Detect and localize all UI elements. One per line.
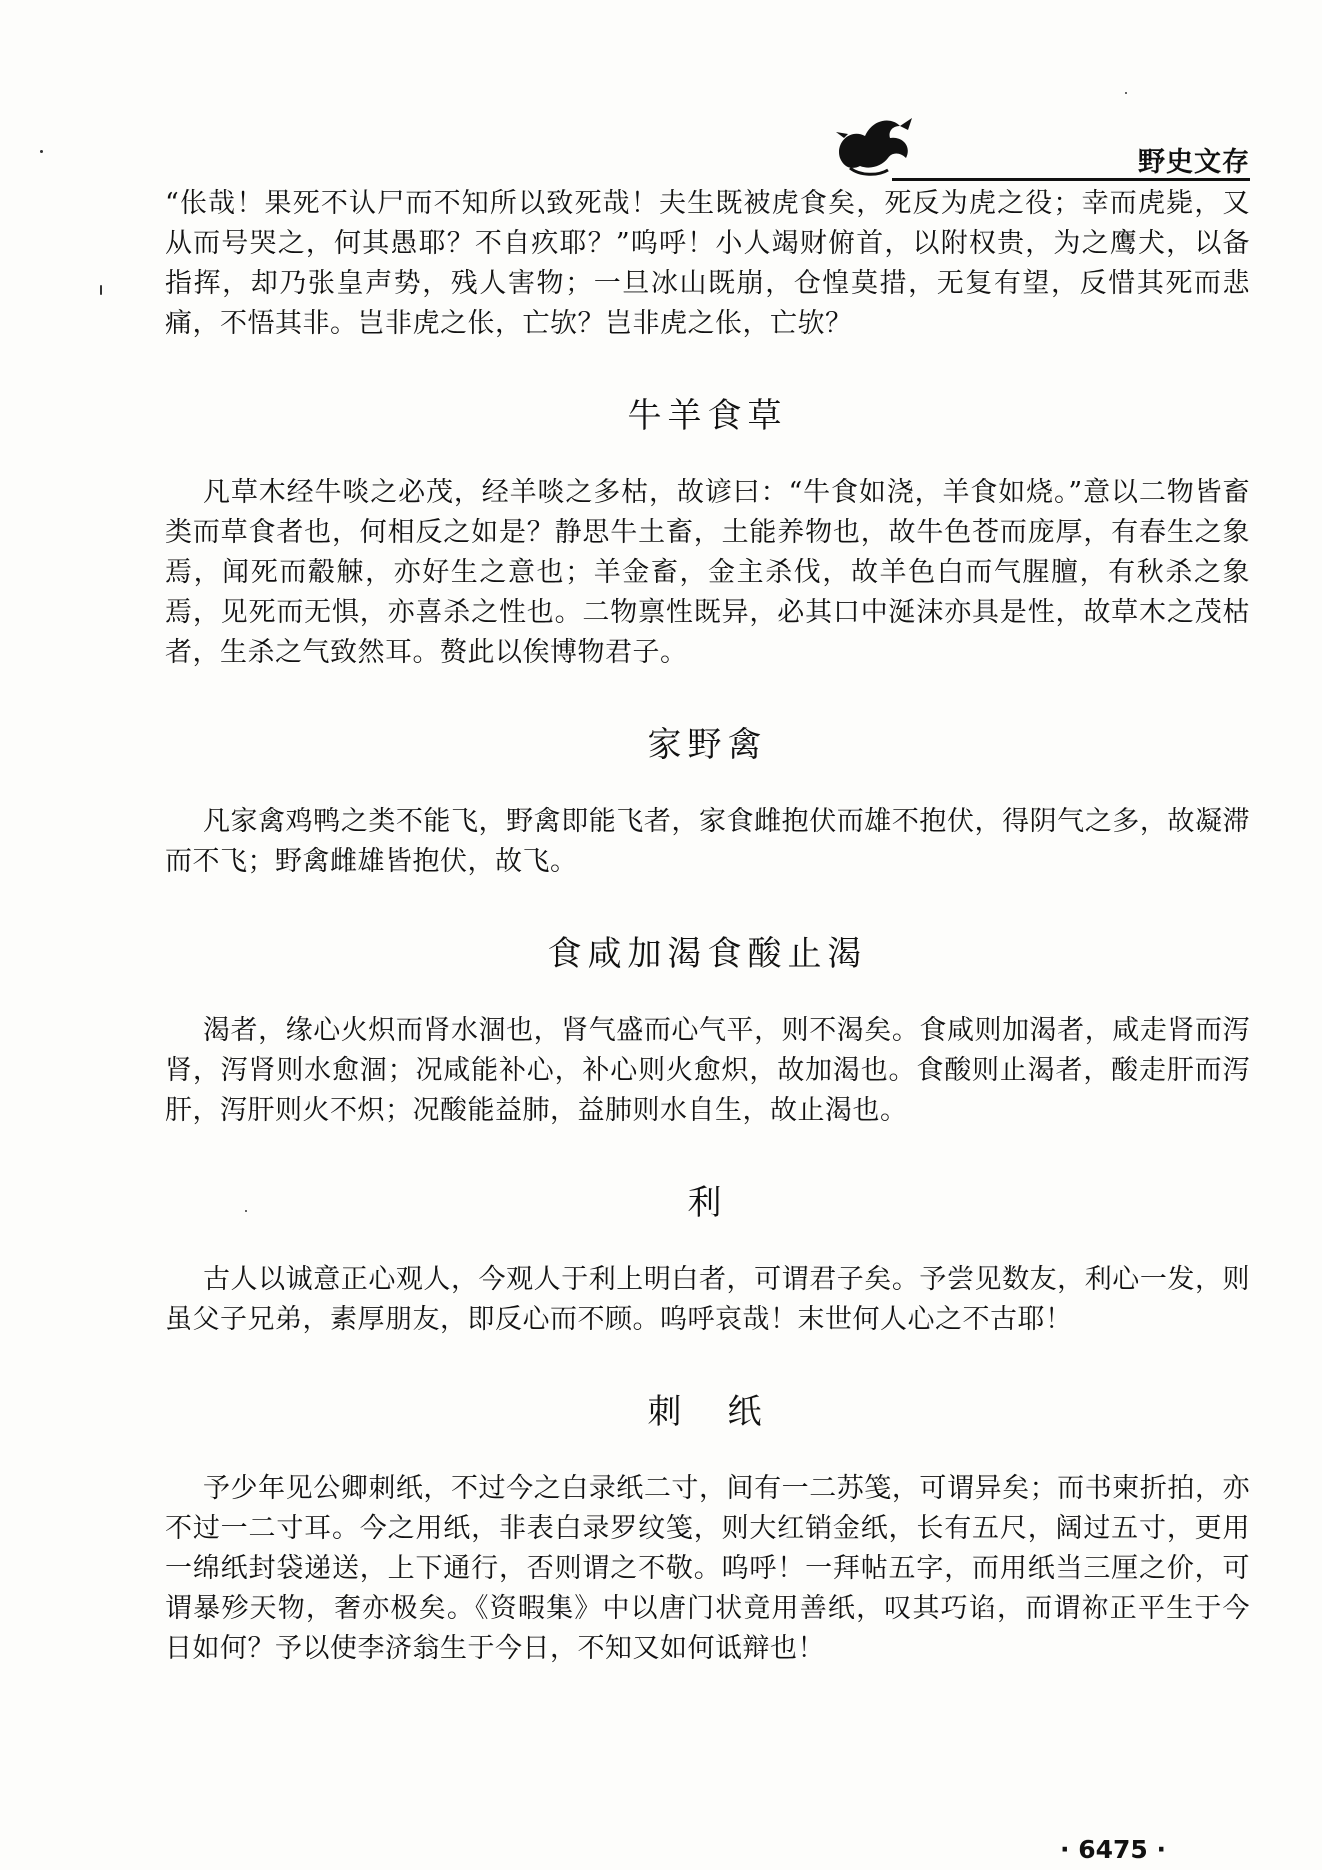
scan-speck — [40, 150, 43, 153]
section-title-li: 利 — [687, 1183, 728, 1223]
intro-paragraph: “伥哉！果死不认尸而不知所以致死哉！夫生既被虎食矣，死反为虎之役；幸而虎毙，又从而号哭之，何其愚耶？不自疚耶？”呜呼！小人竭财俯首，以附权贵，为之鹰犬，以备指挥，却乃张皇声势，残人害物；一旦冰山既崩，仓惶莫措，无复有望，反惜其死而悲痛，不悟其非。岂非虎之伥，亡欤？岂非虎之伥，亡欤？ — [165, 188, 1250, 339]
book-title: 野史文存 — [1138, 147, 1250, 178]
section-paragraph-niuyang: 凡草木经牛啖之必茂，经羊啖之多枯，故谚曰：“牛食如浇，羊食如烧。”意以二物皆畜类而草食者也，何相反之如是？静思牛土畜，土能养物也，故牛色苍而庞厚，有春生之象焉，闻死而觳觫，亦好生之意也；羊金畜，金主杀伐，故羊色白而气腥膻，有秋杀之象焉，见死而无惧，亦喜杀之性也。二物禀性既异，必其口中涎沫亦具是性，故草木之茂枯者，生杀之气致然耳。赘此以俟博物君子。 — [165, 477, 1250, 668]
page-number: · 6475 · — [1060, 1835, 1166, 1864]
header-rule — [892, 178, 1250, 181]
section-title-jiaqin: 家野禽 — [647, 725, 768, 765]
section-paragraph-cizhi: 予少年见公卿刺纸，不过今之白录纸二寸，间有一二苏笺，可谓异矣；而书柬折拍，亦不过一二寸耳。今之用纸，非表白录罗纹笺，则大红销金纸，长有五尺，阔过五寸，更用一绵纸封袋递送，上下通行，否则谓之不敬。呜呼！一拜帖五字，而用纸当三厘之价，可谓暴殄天物，奢亦极矣。《资暇集》中以唐门状竟用善纸，叹其巧谄，而谓祢正平生于今日如何？予以使李济翁生于今日，不知又如何诋辩也！ — [165, 1473, 1250, 1664]
scan-speck — [245, 1210, 247, 1212]
section-paragraph-xianke: 渴者，缘心火炽而肾水涸也，肾气盛而心气平，则不渴矣。食咸则加渴者，咸走肾而泻肾，泻肾则水愈涸；况咸能补心，补心则火愈炽，故加渴也。食酸则止渴者，酸走肝而泻肝，泻肝则火不炽；况酸能益肺，益肺则水自生，故止渴也。 — [165, 1015, 1250, 1126]
dragon-emblem-icon — [830, 108, 920, 178]
page-header — [830, 108, 1250, 178]
section-title-niuyang: 牛羊食草 — [627, 396, 788, 436]
section-paragraph-jiaqin: 凡家禽鸡鸭之类不能飞，野禽即能飞者，家食雌抱伏而雄不抱伏，得阴气之多，故凝滞而不飞；野禽雌雄皆抱伏，故飞。 — [165, 806, 1250, 877]
section-title-xianke: 食咸加渴食酸止渴 — [547, 934, 868, 974]
section-title-cizhi: 刺 纸 — [647, 1392, 768, 1432]
scan-speck — [1125, 92, 1127, 94]
page-body — [165, 184, 1250, 1669]
scan-speck — [100, 285, 102, 295]
section-paragraph-li: 古人以诚意正心观人，今观人于利上明白者，可谓君子矣。予尝见数友，利心一发，则虽父子兄弟，素厚朋友，即反心而不顾。呜呼哀哉！末世何人心之不古耶！ — [165, 1264, 1250, 1335]
